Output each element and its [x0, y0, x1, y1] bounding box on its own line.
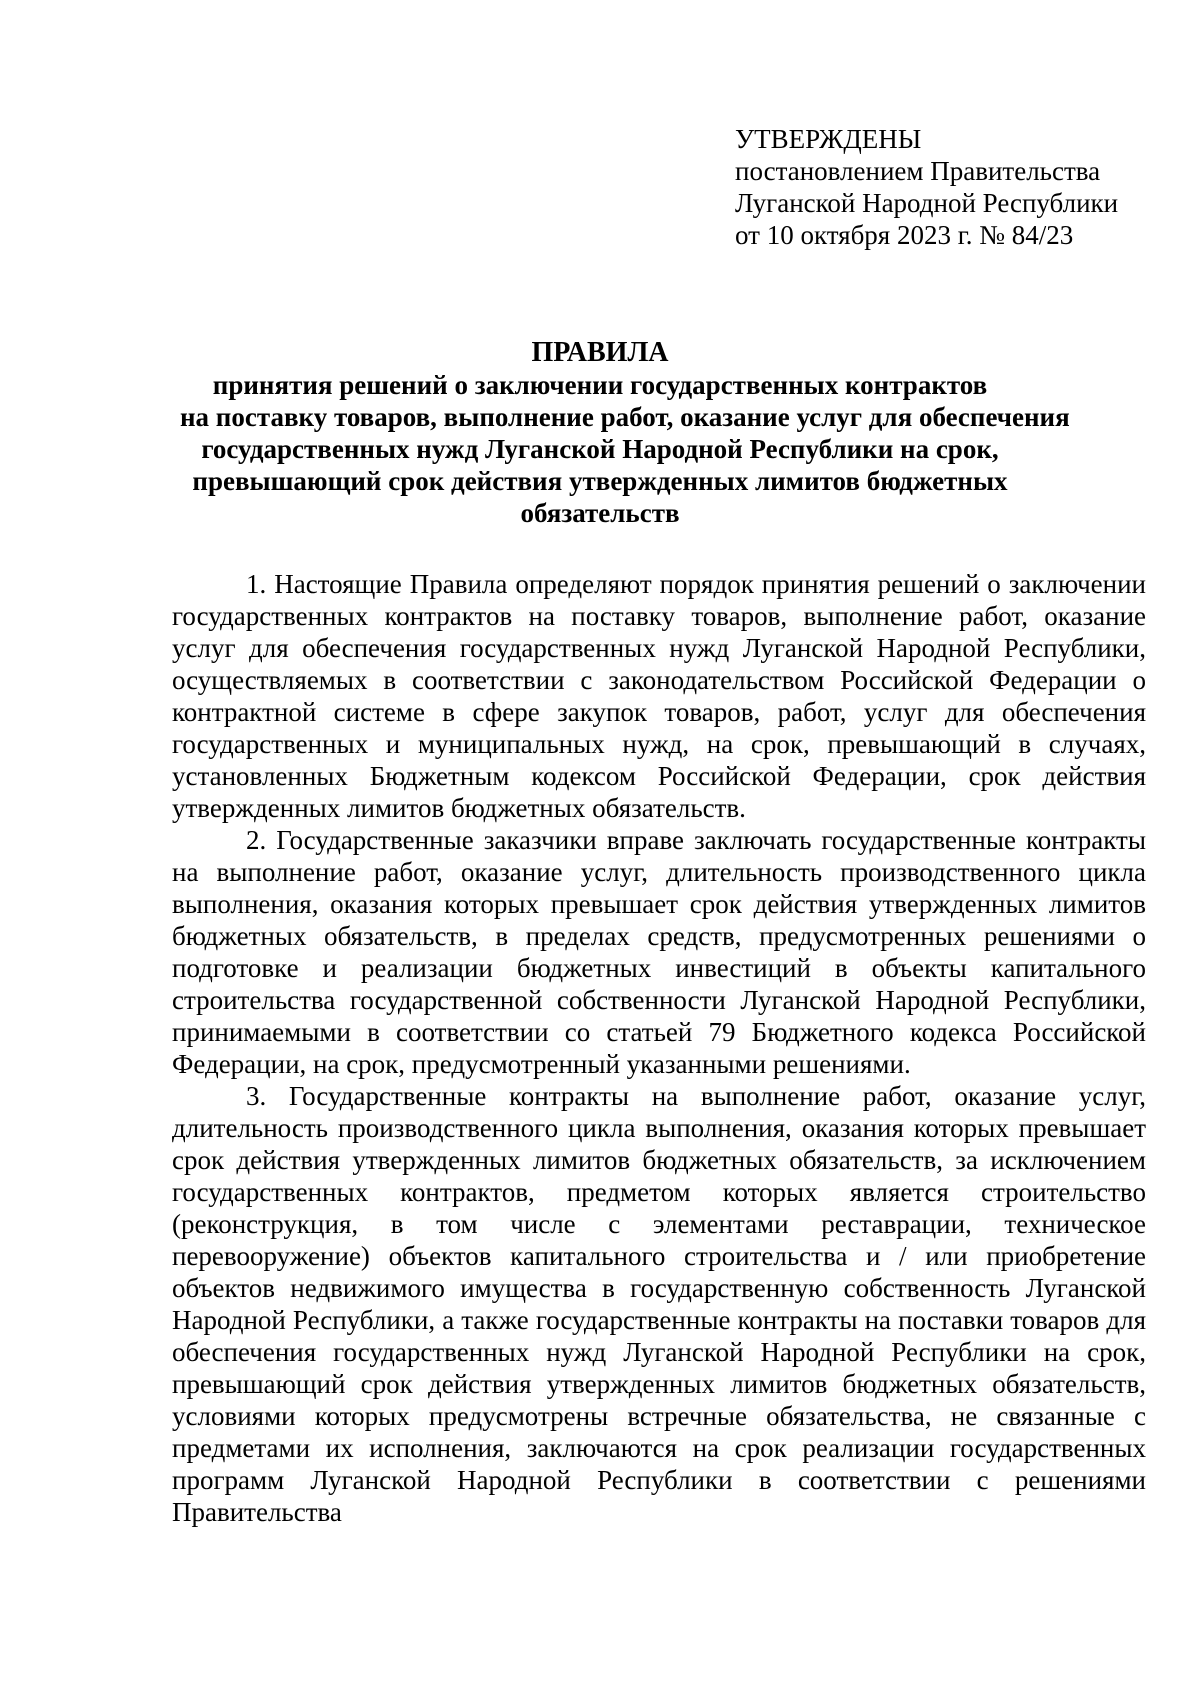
approval-line: постановлением Правительства: [735, 156, 1101, 186]
approval-stamp: [735, 123, 1118, 251]
title-line: превышающий срок действия утвержденных лимитов бюджетных: [192, 466, 1008, 496]
title-main: ПРАВИЛА: [531, 337, 669, 368]
title-line: обязательств: [520, 498, 680, 528]
approval-heading: УТВЕРЖДЕНЫ: [735, 124, 922, 154]
paragraph-2: 2. Государственные заказчики вправе заключать государственные контракты на выполнение работ, оказание услуг, длительность производственного цикла выполнения, оказания которых превышает срок действия утвержденных лимитов бюджетных обязательств, в пределах средств, предусмотренных решениями о подготовке и реализации бюджетных инвестиций в объекты капитального строительства государственной собственности Луганской Народной Республики, принимаемыми в соответствии со статьей 79 Бюджетного кодекса Российской Федерации, на срок, предусмотренный указанными решениями.: [172, 825, 1146, 1079]
paragraph-3: 3. Государственные контракты на выполнение работ, оказание услуг, длительность производственного цикла выполнения, оказания которых превышает срок действия утвержденных лимитов бюджетных обязательств, за исключением государственных контрактов, предметом которых является строительство (реконструкция, в том числе с элементами реставрации, техническое перевооружение) объектов капитального строительства и / или приобретение объектов недвижимого имущества в государственную собственность Луганской Народной Республики, а также государственные контракты на поставки товаров для обеспечения государственных нужд Луганской Народной Республики на срок, превышающий срок действия утвержденных лимитов бюджетных обязательств, условиями которых предусмотрены встречные обязательства, не связанные с предметами их исполнения, заключаются на срок реализации государственных программ Луганской Народной Республики в соответствии с решениями Правительства: [172, 1081, 1146, 1527]
document-body: [172, 568, 1146, 1528]
approval-line: Луганской Народной Республики: [735, 188, 1119, 218]
document-title: [180, 337, 1070, 529]
title-line: на поставку товаров, выполнение работ, оказание услуг для обеспечения: [180, 402, 1070, 432]
title-line: принятия решений о заключении государственных контрактов: [212, 370, 988, 400]
title-line: государственных нужд Луганской Народной Республики на срок,: [201, 434, 999, 464]
approval-date-number: от 10 октября 2023 г. № 84/23: [735, 220, 1074, 250]
paragraph-1: 1. Настоящие Правила определяют порядок принятия решений о заключении государственных контрактов на поставку товаров, выполнение работ, оказание услуг для обеспечения государственных нужд Луганской Народной Республики, осуществляемых в соответствии с законодательством Российской Федерации о контрактной системе в сфере закупок товаров, работ, услуг для обеспечения государственных и муниципальных нужд, на срок, превышающий в случаях, установленных Бюджетным кодексом Российской Федерации, срок действия утвержденных лимитов бюджетных обязательств.: [172, 569, 1146, 823]
